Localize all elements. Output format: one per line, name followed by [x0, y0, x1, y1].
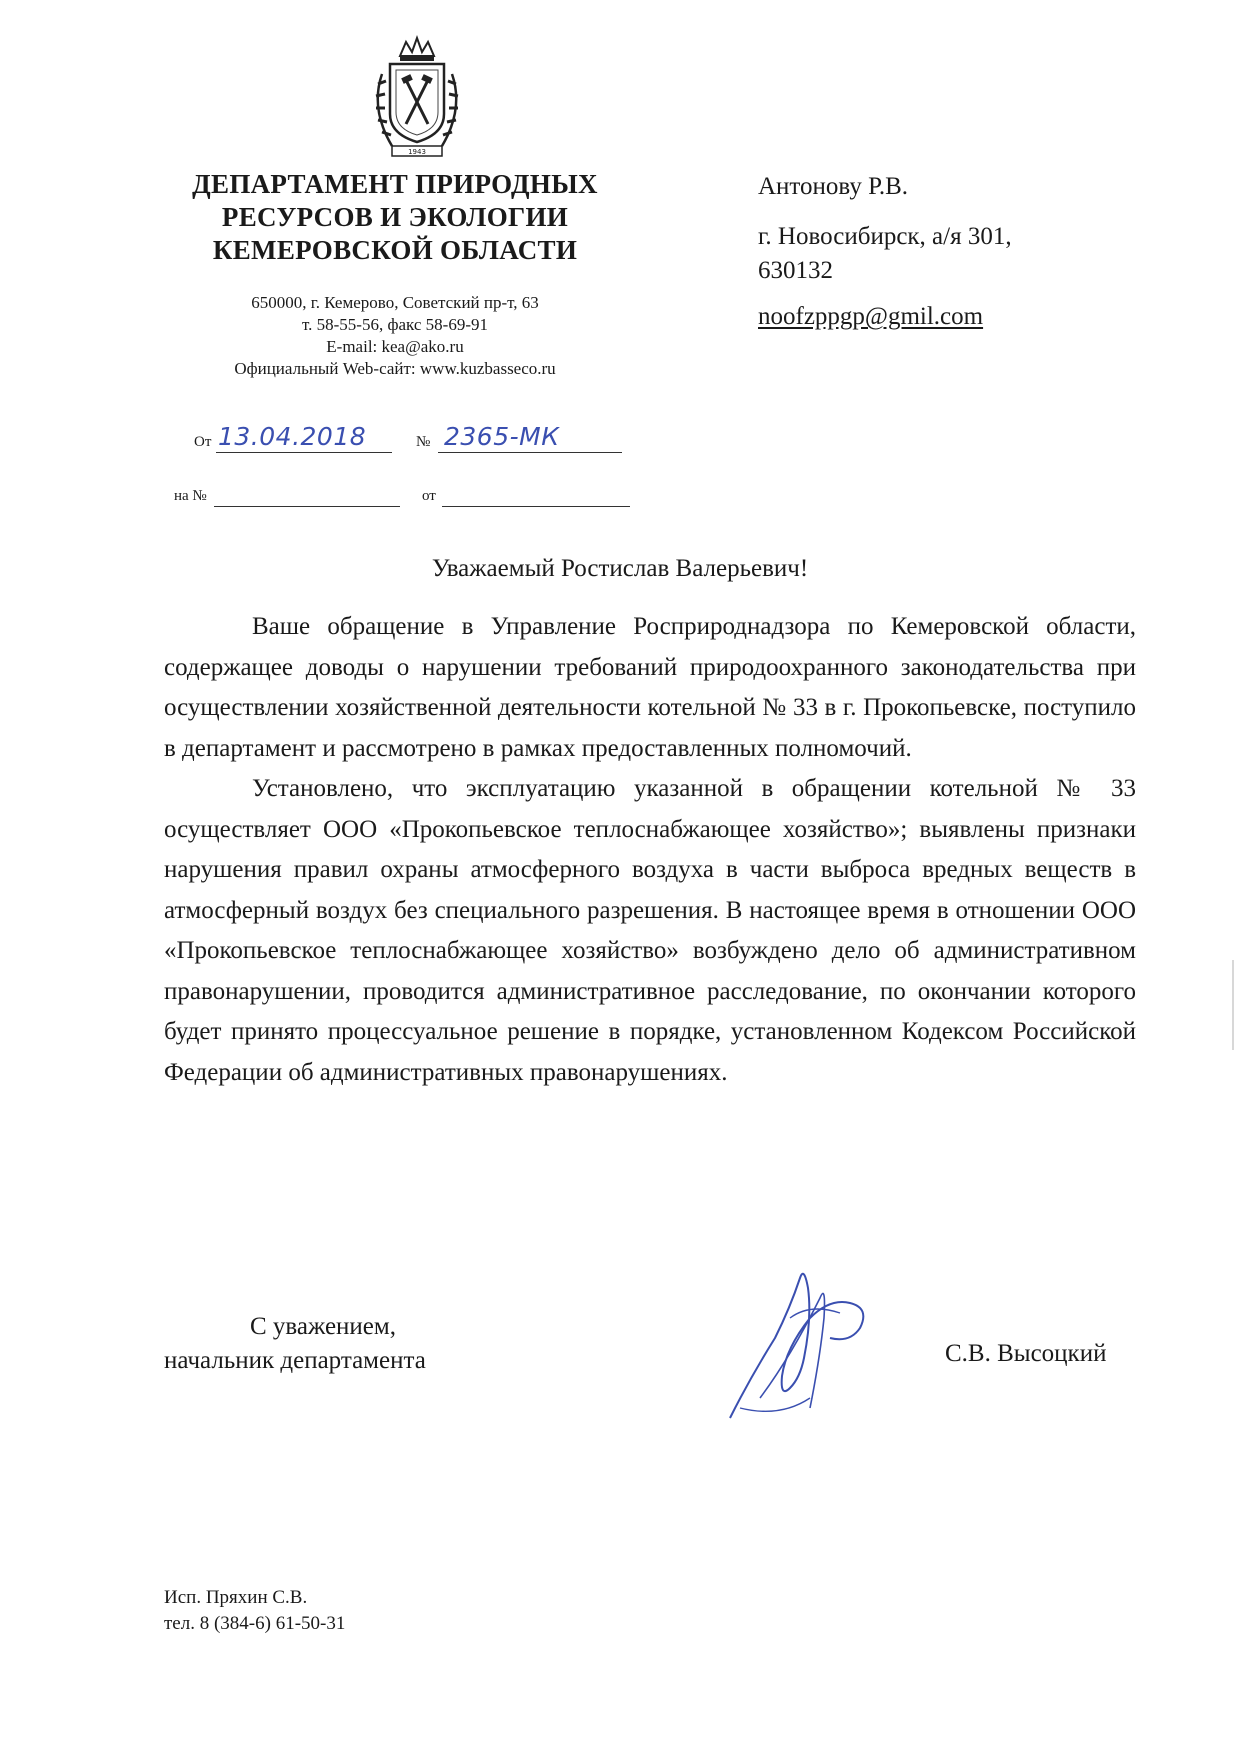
number-label: № — [416, 434, 431, 450]
coat-of-arms-emblem — [362, 34, 472, 164]
department-title — [160, 168, 630, 267]
reply-reference — [174, 488, 634, 512]
scan-artifact — [1232, 960, 1234, 1050]
contact-phone: т. 58-55-56, факс 58-69-91 — [302, 315, 488, 334]
department-title-line: ДЕПАРТАМЕНТ ПРИРОДНЫХ — [192, 169, 598, 199]
handwritten-signature — [720, 1258, 880, 1428]
department-title-line: КЕМЕРОВСКОЙ ОБЛАСТИ — [212, 235, 578, 265]
outgoing-registration — [194, 422, 634, 456]
executor-phone: тел. 8 (384-6) 61-50-31 — [164, 1613, 346, 1634]
letter-body — [164, 607, 1136, 1093]
department-title-line: РЕСУРСОВ И ЭКОЛОГИИ — [221, 202, 569, 232]
executor-block — [164, 1585, 345, 1637]
closing-block — [164, 1310, 504, 1378]
svg-text:1943: 1943 — [408, 148, 426, 156]
reply-number-label: на № — [174, 488, 207, 504]
contact-address: 650000, г. Кемерово, Советский пр-т, 63 — [251, 293, 539, 312]
contact-website: Официальный Web-сайт: www.kuzbasseco.ru — [234, 359, 556, 378]
executor-name: Исп. Пряхин С.В. — [164, 1587, 308, 1608]
body-paragraph: Установлено, что эксплуатацию указанной в обращении котельной № 33 осуществляет ООО «Прокопьевское теплоснабжающее хозяйство»; выявлены признаки нарушения правил охраны атмосферного воздуха в части выброса вредных веществ в атмосферный воздух без специального разрешения. В настоящее время в отношении ООО «Прокопьевское теплоснабжающее хозяйство» возбуждено дело об административном правонарушении, проводится административное расследование, по окончании которого будет принято процессуальное решение в порядке, установленном Кодексом Российской Федерации об административных правонарушениях. — [164, 775, 1136, 1086]
addressee-block — [758, 170, 1098, 334]
body-paragraph: Ваше обращение в Управление Росприроднадзора по Кемеровской области, содержащее доводы о нарушении требований природоохранного законодательства при осуществлении хозяйственной деятельности котельной № 33 в г. Прокопьевске, поступило в департамент и рассмотрено в рамках предоставленных полномочий. — [164, 613, 1136, 762]
reply-date-underline — [442, 506, 630, 507]
contact-email: E-mail: kea@ako.ru — [326, 337, 464, 356]
addressee-address-line: г. Новосибирск, а/я 301, — [758, 223, 1012, 250]
closing-regards: С уважением, — [250, 1313, 396, 1340]
handwritten-number: 2365-МК — [444, 422, 560, 451]
date-underline — [216, 452, 392, 453]
handwritten-date: 13.04.2018 — [218, 422, 367, 451]
reply-date-label: от — [422, 488, 436, 504]
department-contacts — [160, 292, 630, 380]
signer-position: начальник департамента — [164, 1347, 426, 1374]
date-label: От — [194, 434, 212, 450]
reply-number-underline — [214, 506, 400, 507]
addressee-name: Антонову Р.В. — [758, 173, 909, 200]
addressee-email: noofzppgp@gmil.com — [758, 303, 984, 330]
signer-name: С.В. Высоцкий — [945, 1340, 1107, 1367]
number-underline — [438, 452, 622, 453]
salutation: Уважаемый Ростислав Валерьевич! — [431, 555, 809, 582]
addressee-postcode: 630132 — [758, 257, 833, 284]
